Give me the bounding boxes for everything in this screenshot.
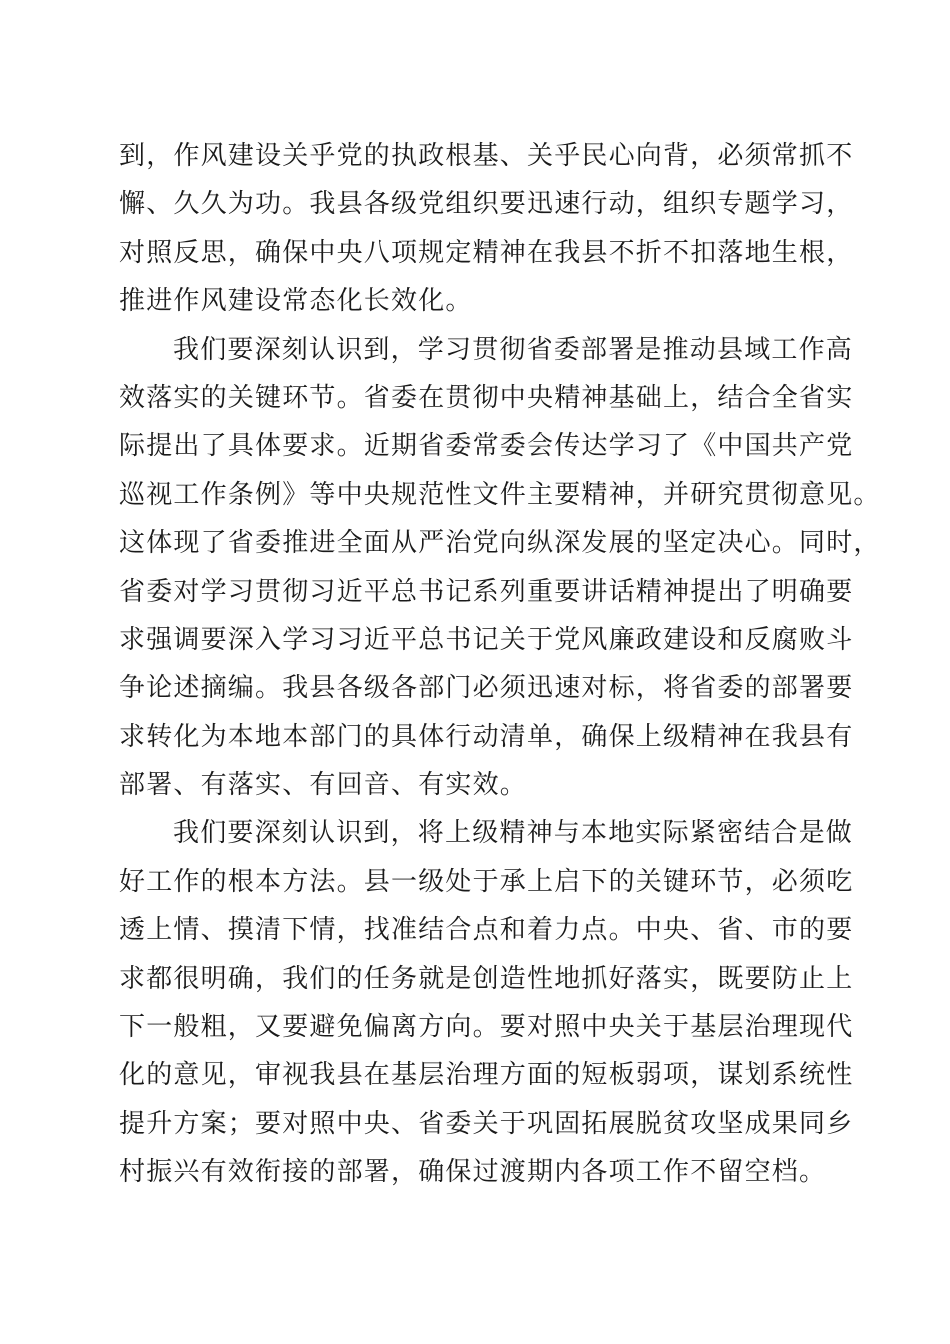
- paragraph-line: 巡视工作条例》等中央规范性文件主要精神，并研究贯彻意见。: [119, 479, 881, 510]
- paragraph-line: 省委对学习贯彻习近平总书记系列重要讲话精神提出了明确要: [119, 576, 854, 607]
- paragraph-line: 对照反思，确保中央八项规定精神在我县不折不扣落地生根，: [119, 237, 854, 268]
- paragraph-line: 化的意见，审视我县在基层治理方面的短板弱项，谋划系统性: [119, 1060, 854, 1091]
- paragraph-line: 效落实的关键环节。省委在贯彻中央精神基础上，结合全省实: [119, 382, 854, 413]
- paragraph-line: 推进作风建设常态化长效化。: [119, 286, 473, 317]
- paragraph-line: 透上情、摸清下情，找准结合点和着力点。中央、省、市的要: [119, 915, 854, 946]
- paragraph-line: 争论述摘编。我县各级各部门必须迅速对标，将省委的部署要: [119, 673, 854, 704]
- paragraph-line: 村振兴有效衔接的部署，确保过渡期内各项工作不留空档。: [119, 1157, 827, 1188]
- paragraph-line: 求都很明确，我们的任务就是创造性地抓好落实，既要防止上: [119, 963, 854, 994]
- paragraph-line: 这体现了省委推进全面从严治党向纵深发展的坚定决心。同时，: [119, 528, 881, 559]
- paragraph-line: 提升方案；要对照中央、省委关于巩固拓展脱贫攻坚成果同乡: [119, 1108, 854, 1139]
- paragraph-line: 下一般粗，又要避免偏离方向。要对照中央关于基层治理现代: [119, 1012, 854, 1043]
- paragraph-line: 我们要深刻认识到，学习贯彻省委部署是推动县域工作高: [173, 334, 854, 365]
- paragraph-line: 部署、有落实、有回音、有实效。: [119, 770, 528, 801]
- paragraph-line: 懈、久久为功。我县各级党组织要迅速行动，组织专题学习，: [119, 189, 854, 220]
- paragraph-line: 好工作的根本方法。县一级处于承上启下的关键环节，必须吃: [119, 866, 854, 897]
- paragraph-3: [119, 809, 854, 1196]
- paragraph-line: 求强调要深入学习习近平总书记关于党风廉政建设和反腐败斗: [119, 624, 854, 655]
- document-body: [119, 132, 881, 1197]
- paragraph-line: 到，作风建设关乎党的执政根基、关乎民心向背，必须常抓不: [119, 141, 854, 171]
- paragraph-2: [119, 326, 881, 810]
- paragraph-line: 际提出了具体要求。近期省委常委会传达学习了《中国共产党: [119, 431, 854, 462]
- paragraph-1: [119, 132, 854, 326]
- paragraph-line: 我们要深刻认识到，将上级精神与本地实际紧密结合是做: [173, 818, 854, 849]
- paragraph-line: 求转化为本地本部门的具体行动清单，确保上级精神在我县有: [119, 721, 854, 752]
